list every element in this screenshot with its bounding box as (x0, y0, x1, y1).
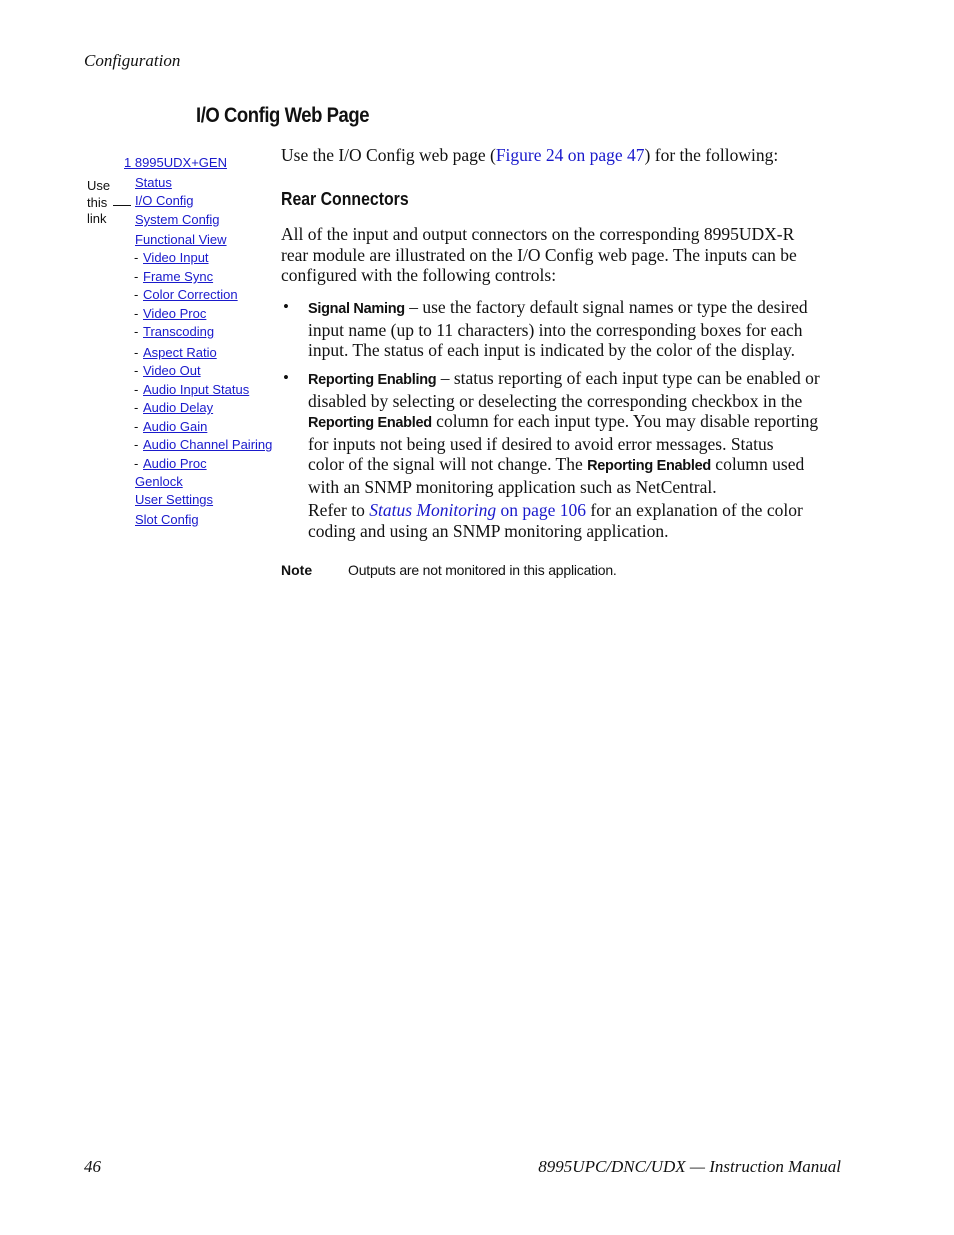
nav-item-audio-delay[interactable]: Audio Delay (143, 400, 214, 415)
nav-item-audio-proc[interactable]: Audio Proc (143, 456, 207, 471)
nav-item-user-settings[interactable]: User Settings (135, 492, 214, 507)
nav-item-transcoding[interactable]: Transcoding (143, 324, 215, 339)
nav-dash: - (134, 287, 139, 302)
nav-item-genlock[interactable]: Genlock (135, 474, 183, 489)
nav-item-device[interactable]: 1 8995UDX+GEN (124, 155, 227, 170)
nav-dash: - (134, 456, 139, 471)
nav-dash: - (134, 382, 139, 397)
nav-item-system-config[interactable]: System Config (135, 212, 220, 227)
use-this-link-callout: Use this link (87, 178, 111, 226)
nav-item-slot-config[interactable]: Slot Config (135, 512, 199, 527)
nav-dash: - (134, 269, 139, 284)
note-label: Note (281, 562, 313, 578)
nav-dash: - (134, 363, 139, 378)
nav-item-aspect-ratio[interactable]: Aspect Ratio (143, 345, 217, 360)
manual-title: 8995UPC/DNC/UDX — Instruction Manual (538, 1157, 841, 1176)
figure-link[interactable]: Figure 24 on page 47 (495, 145, 645, 165)
callout-leader-line (113, 205, 131, 206)
nav-item-audio-channel-pairing[interactable]: Audio Channel Pairing (143, 437, 273, 452)
nav-dash: - (134, 437, 139, 452)
nav-item-video-out[interactable]: Video Out (143, 363, 201, 378)
nav-item-video-input[interactable]: Video Input (143, 250, 209, 265)
nav-dash: - (134, 400, 139, 415)
running-header: Configuration (84, 51, 181, 70)
nav-item-audio-input-status[interactable]: Audio Input Status (143, 382, 250, 397)
nav-dash: - (134, 250, 139, 265)
nav-item-video-proc[interactable]: Video Proc (143, 306, 207, 321)
bullet-marker: • (283, 297, 289, 316)
nav-item-functional-view[interactable]: Functional View (135, 232, 227, 247)
intro-paragraph: Use the I/O Config web page (Figure 24 on page 47) for the following: (281, 145, 779, 165)
bullet-signal-naming: Signal Naming – use the factory default signal names or type the desired input name (up to 11 characters) into the corresponding boxes for each input. The status of each input is indicated by the color of the display. (308, 297, 808, 360)
nav-item-audio-gain[interactable]: Audio Gain (143, 419, 208, 434)
bullet-reporting-enabling: Reporting Enabling – status reporting of each input type can be enabled or disabled by selecting or deselecting the corresponding checkbox in the Reporting Enabled column for each input type. You may disable reporting for inputs not being used if desired to avoid error messages. Status color of the signal will not change. The Reporting Enabled column used with an SNMP monitoring application such as NetCentral. (308, 368, 820, 497)
nav-dash: - (134, 419, 139, 434)
nav-dash: - (134, 324, 139, 339)
status-monitoring-link[interactable]: Status Monitoring on page 106 (369, 500, 587, 520)
nav-item-color-correction[interactable]: Color Correction (143, 287, 238, 302)
nav-item-io-config[interactable]: I/O Config (135, 193, 194, 208)
page-title: I/O Config Web Page (196, 104, 370, 127)
nav-dash: - (134, 345, 139, 360)
subsection-heading: Rear Connectors (281, 189, 409, 209)
rear-connectors-paragraph: All of the input and output connectors on the corresponding 8995UDX-R rear module are illustrated on the I/O Config web page. The inputs can be configured with the following controls: (281, 224, 797, 285)
nav-item-status[interactable]: Status (135, 175, 172, 190)
page-number: 46 (84, 1157, 101, 1176)
bullet-marker: • (283, 368, 289, 387)
note-text: Outputs are not monitored in this application. (348, 562, 617, 578)
nav-item-frame-sync[interactable]: Frame Sync (143, 269, 214, 284)
nav-dash: - (134, 306, 139, 321)
refer-paragraph: Refer to Status Monitoring on page 106 for an explanation of the color coding and using an SNMP monitoring application. (308, 500, 803, 541)
